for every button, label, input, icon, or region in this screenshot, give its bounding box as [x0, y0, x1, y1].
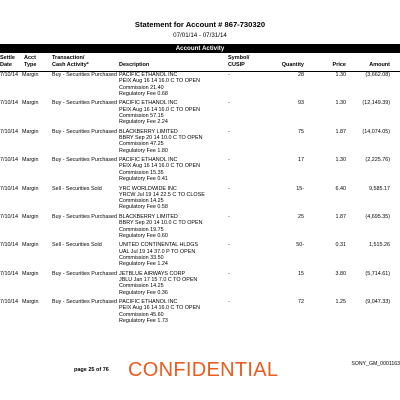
description-line: PACIFIC ETHANOL INC: [119, 157, 178, 164]
symbol-cell: -: [228, 214, 230, 220]
page-number: page 25 of 76: [74, 367, 109, 373]
column-header-description: [119, 62, 149, 69]
amount-cell: (14,074.05): [362, 128, 390, 135]
description-line: PEIX Aug 16 14 16.0 C TO OPEN: [119, 163, 201, 170]
quantity-cell: 93: [298, 100, 304, 107]
col-amount: Amount: [369, 61, 390, 68]
description-cell: [119, 299, 200, 324]
settle-date-cell: 7/10/14: [0, 185, 18, 192]
symbol-cell: -: [228, 128, 230, 135]
description-cell: [119, 186, 205, 211]
column-header-price: [333, 62, 346, 69]
description-cell: [119, 72, 200, 97]
amount-cell: (5,714.61): [365, 270, 390, 277]
quantity-cell: 15-: [296, 185, 304, 192]
description-line: PACIFIC ETHANOL INC: [119, 72, 178, 78]
settle-date-cell: 7/10/14: [0, 157, 18, 164]
price-cell: 1.25: [335, 299, 346, 306]
quantity-cell: 72: [298, 299, 304, 306]
statement-title: Statement for Account # 867-730320: [134, 20, 266, 29]
description-line: Regulatory Fee 0.60: [119, 232, 168, 239]
acct-type-cell: Margin: [22, 270, 39, 277]
description-line: JETBLUE AIRWAYS CORP: [119, 270, 186, 277]
description-line: PACIFIC ETHANOL INC: [119, 100, 178, 107]
settle-date-cell: 7/10/14: [0, 214, 18, 220]
price-cell: 1.30: [335, 72, 346, 78]
quantity-cell: 28: [298, 72, 304, 78]
description-cell: [119, 100, 200, 125]
activity-rows: [0, 72, 400, 362]
description-line: UNITED CONTINENTAL HLDGS: [119, 242, 199, 249]
statement-period: 07/01/14 - 07/31/14: [173, 32, 227, 39]
symbol-cell: -: [228, 185, 230, 192]
symbol-cell: -: [228, 100, 230, 107]
price-cell: 3.80: [335, 270, 346, 277]
description-line: Commission 15.35: [119, 169, 164, 176]
description-line: Commission 57.15: [119, 112, 164, 119]
description-cell: [119, 157, 200, 182]
description-line: PACIFIC ETHANOL INC: [119, 299, 178, 306]
transaction-cell: Buy - Securities Purchased: [52, 157, 118, 164]
transaction-cell: Buy - Securities Purchased: [52, 72, 118, 78]
confidential-stamp: CONFIDENTIAL: [128, 359, 279, 381]
price-cell: 1.87: [335, 128, 346, 135]
price-cell: 1.30: [335, 100, 346, 107]
col-settle-line1: Settle: [0, 55, 15, 61]
col-desc: Description: [119, 61, 150, 68]
amount-cell: 9,585.17: [369, 185, 390, 192]
description-line: UAL Jul 19 14 37.0 P TO OPEN: [119, 248, 196, 255]
price-cell: 1.30: [335, 157, 346, 164]
symbol-cell: -: [228, 299, 230, 306]
description-line: Commission 14.25: [119, 198, 164, 205]
description-line: Regulatory Fee 1.24: [119, 261, 168, 268]
description-line: Commission 45.60: [119, 311, 164, 318]
acct-type-cell: Margin: [22, 214, 39, 220]
column-header-amount: [369, 62, 390, 69]
column-header-acct-type: [24, 55, 36, 68]
amount-cell: (12,149.39): [362, 100, 390, 107]
amount-cell: (9,047.33): [365, 299, 390, 306]
col-acct-line2: Type: [24, 61, 37, 68]
description-line: PEIX Aug 16 14 16.0 C TO OPEN: [119, 305, 201, 312]
description-cell: [119, 129, 203, 154]
description-line: BBRY Sep 20 14 10.0 C TO OPEN: [119, 135, 203, 142]
symbol-cell: -: [228, 157, 230, 164]
col-sym-line2: CUSIP: [228, 61, 245, 68]
column-header-settle-date: [0, 55, 15, 68]
quantity-cell: 17: [298, 157, 304, 164]
price-cell: 0.31: [335, 242, 346, 249]
description-line: Regulatory Fee 1.80: [119, 147, 168, 154]
symbol-cell: -: [228, 270, 230, 277]
transaction-cell: Buy - Securities Purchased: [52, 214, 118, 220]
col-sym-line1: Symbol/: [228, 55, 250, 61]
description-line: Commission 19.75: [119, 226, 164, 233]
price-cell: 1.87: [335, 214, 346, 220]
amount-cell: (4,695.35): [365, 214, 390, 220]
description-line: BLACKBERRY LIMITED: [119, 128, 178, 135]
description-line: PEIX Aug 16 14 16.0 C TO OPEN: [119, 78, 201, 85]
quantity-cell: 25: [298, 214, 304, 220]
settle-date-cell: 7/10/14: [0, 100, 18, 107]
description-line: Regulatory Fee 0.41: [119, 176, 168, 183]
acct-type-cell: Margin: [22, 299, 39, 306]
settle-date-cell: 7/10/14: [0, 270, 18, 277]
settle-date-cell: 7/10/14: [0, 299, 18, 306]
description-line: Regulatory Fee 0.68: [119, 90, 168, 97]
description-line: Regulatory Fee 1.73: [119, 318, 168, 325]
acct-type-cell: Margin: [22, 157, 39, 164]
symbol-cell: -: [228, 242, 230, 249]
description-line: PEIX Aug 16 14 16.0 C TO OPEN: [119, 106, 201, 113]
amount-cell: (3,662.08): [365, 72, 390, 78]
transaction-cell: Buy - Securities Purchased: [52, 270, 118, 277]
col-qty: Quantity: [281, 61, 304, 68]
description-cell: [119, 242, 198, 267]
transaction-cell: Sell - Securities Sold: [52, 185, 102, 192]
col-tx-line1: Transaction/: [52, 55, 85, 61]
quantity-cell: 15: [298, 270, 304, 277]
quantity-cell: 75: [298, 128, 304, 135]
transaction-cell: Buy - Securities Purchased: [52, 128, 118, 135]
column-header-quantity: [282, 62, 304, 69]
acct-type-cell: Margin: [22, 72, 39, 78]
price-cell: 6.40: [335, 185, 346, 192]
settle-date-cell: 7/10/14: [0, 242, 18, 249]
symbol-cell: -: [228, 72, 230, 78]
description-line: YRCW Jul 19 14 22.5 C TO CLOSE: [119, 191, 205, 198]
description-line: Commission 47.25: [119, 141, 164, 148]
col-tx-line2: Cash Activity*: [52, 61, 89, 68]
transaction-cell: Sell - Securities Sold: [52, 242, 102, 249]
description-line: BLACKBERRY LIMITED: [119, 214, 178, 220]
settle-date-cell: 7/10/14: [0, 128, 18, 135]
amount-cell: (2,225.76): [365, 157, 390, 164]
acct-type-cell: Margin: [22, 100, 39, 107]
col-acct-line1: Acct: [24, 55, 36, 61]
column-header-transaction: [52, 55, 89, 68]
column-header-symbol: [228, 55, 249, 68]
section-bar: Account Activity: [0, 44, 400, 53]
quantity-cell: 50-: [296, 242, 304, 249]
settle-date-cell: 7/10/14: [0, 72, 18, 78]
amount-cell: 1,515.26: [369, 242, 390, 249]
description-cell: [119, 271, 197, 296]
bates-number: SONY_GM_0001163: [351, 361, 400, 367]
description-line: Regulatory Fee 0.58: [119, 204, 168, 211]
col-settle-line2: Date: [0, 61, 12, 68]
col-price: Price: [332, 61, 346, 68]
description-line: Commission 21.40: [119, 84, 164, 91]
description-line: Commission 33.50: [119, 254, 164, 261]
acct-type-cell: Margin: [22, 242, 39, 249]
transaction-cell: Buy - Securities Purchased: [52, 299, 118, 306]
acct-type-cell: Margin: [22, 185, 39, 192]
transaction-cell: Buy - Securities Purchased: [52, 100, 118, 107]
description-line: Commission 14.25: [119, 283, 164, 290]
description-line: JBLU Jan 17 15 7.0 C TO OPEN: [119, 277, 198, 284]
description-line: BBRY Sep 20 14 10.0 C TO OPEN: [119, 220, 203, 227]
description-line: YRC WORLDWIDE INC: [119, 185, 177, 192]
description-cell: [119, 214, 203, 239]
description-line: Regulatory Fee 2.24: [119, 119, 168, 126]
acct-type-cell: Margin: [22, 128, 39, 135]
description-line: Regulatory Fee 0.36: [119, 289, 168, 296]
